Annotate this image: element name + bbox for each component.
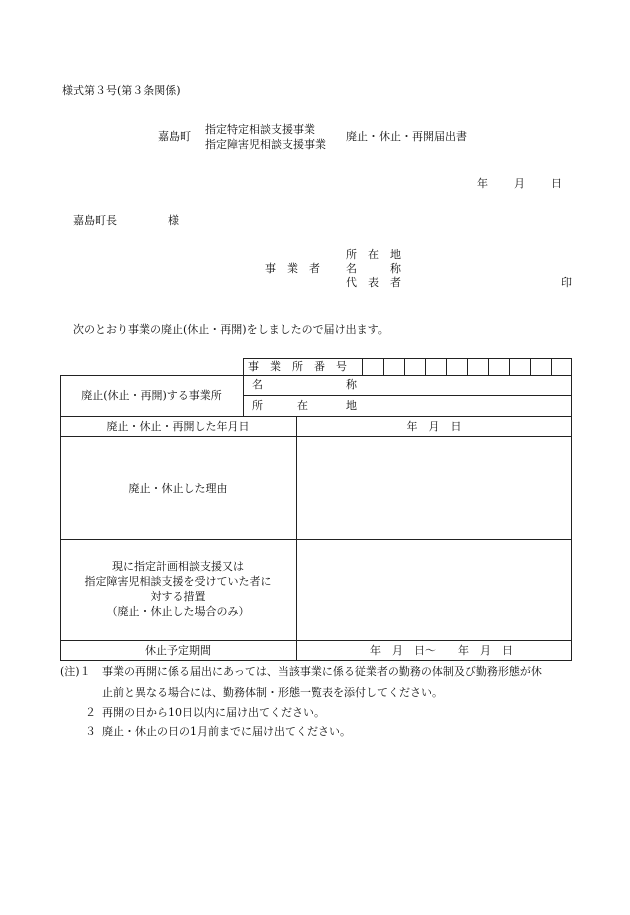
date-row-value[interactable]: 年 月 日 <box>406 420 462 433</box>
applicant-address-label: 所 在 地 <box>346 248 401 261</box>
measures-label-3: 対する措置 <box>150 590 206 603</box>
title-suffix: 廃止・休止・再開届出書 <box>346 130 467 143</box>
facility-address-label-3: 地 <box>346 399 357 412</box>
note-3-number: ３ <box>85 725 96 738</box>
office-number-digit-6[interactable] <box>468 359 488 375</box>
note-2-number: ２ <box>85 706 96 719</box>
office-number-digit-10[interactable] <box>552 359 571 375</box>
measures-field[interactable] <box>298 541 570 639</box>
period-label: 休止予定期間 <box>145 644 211 657</box>
intro-text: 次のとおり事業の廃止(休止・再開)をしましたので届け出ます。 <box>73 323 389 336</box>
measures-label-1: 現に指定計画相談支援又は <box>112 560 244 573</box>
table-line <box>60 416 572 417</box>
note-2: 再開の日から10日以内に届け出てください。 <box>102 706 325 719</box>
addressee-honorific: 様 <box>168 214 179 227</box>
table-line <box>60 539 572 540</box>
date-day: 日 <box>551 177 562 190</box>
table-line <box>60 660 572 661</box>
applicant-label: 事 業 者 <box>265 262 320 275</box>
notes-prefix: (注)１ <box>60 665 91 678</box>
office-number-digit-9[interactable] <box>531 359 551 375</box>
note-1-line-2: 止前と異なる場合には、勤務体制・形態一覧表を添付してください。 <box>102 686 443 699</box>
office-number-digit-3[interactable] <box>405 359 425 375</box>
table-line <box>60 375 61 661</box>
reason-label: 廃止・休止した理由 <box>128 482 228 495</box>
table-line <box>60 375 572 376</box>
facility-name-field[interactable] <box>366 378 570 393</box>
office-number-label: 事 業 所 番 号 <box>248 360 347 373</box>
form-label: 様式第３号(第３条関係) <box>62 84 181 97</box>
title-town: 嘉島町 <box>158 130 191 143</box>
facility-address-field[interactable] <box>366 398 570 414</box>
note-3: 廃止・休止の日の1月前までに届け出てください。 <box>102 725 351 738</box>
table-line <box>60 640 572 641</box>
table-line <box>243 395 572 396</box>
applicant-rep-label: 代 表 者 <box>346 276 401 289</box>
facility-name-label-1: 名 <box>252 378 263 391</box>
office-number-digit-1[interactable] <box>363 359 383 375</box>
facility-label: 廃止(休止・再開)する事業所 <box>81 389 222 402</box>
addressee-name: 嘉島町長 <box>73 214 117 227</box>
table-line <box>296 416 297 661</box>
table-line <box>60 436 572 437</box>
office-number-digit-2[interactable] <box>384 359 404 375</box>
facility-address-label-1: 所 <box>252 399 263 412</box>
date-row-label: 廃止・休止・再開した年月日 <box>106 420 250 433</box>
table-line <box>243 358 244 416</box>
office-number-digit-7[interactable] <box>489 359 509 375</box>
reason-field[interactable] <box>298 438 570 538</box>
title-business-type-1: 指定特定相談支援事業 <box>205 123 315 136</box>
applicant-name-label: 名 称 <box>346 262 401 275</box>
table-line <box>571 358 572 661</box>
facility-address-label-2: 在 <box>297 399 308 412</box>
office-number-digit-5[interactable] <box>447 359 467 375</box>
period-value[interactable]: 年 月 日〜 年 月 日 <box>370 644 513 657</box>
note-1-line-1: 事業の再開に係る届出にあっては、当該事業に係る従業者の勤務の体制及び勤務形態が休 <box>102 665 542 678</box>
date-month: 月 <box>514 177 525 190</box>
office-number-digit-8[interactable] <box>510 359 530 375</box>
seal-mark: 印 <box>561 276 572 289</box>
facility-name-label-2: 称 <box>346 378 357 391</box>
title-business-type-2: 指定障害児相談支援事業 <box>205 138 326 151</box>
measures-label-4: （廃止・休止した場合のみ） <box>106 605 250 618</box>
date-year: 年 <box>477 177 488 190</box>
office-number-digit-4[interactable] <box>426 359 446 375</box>
measures-label-2: 指定障害児相談支援を受けていた者に <box>84 575 272 588</box>
